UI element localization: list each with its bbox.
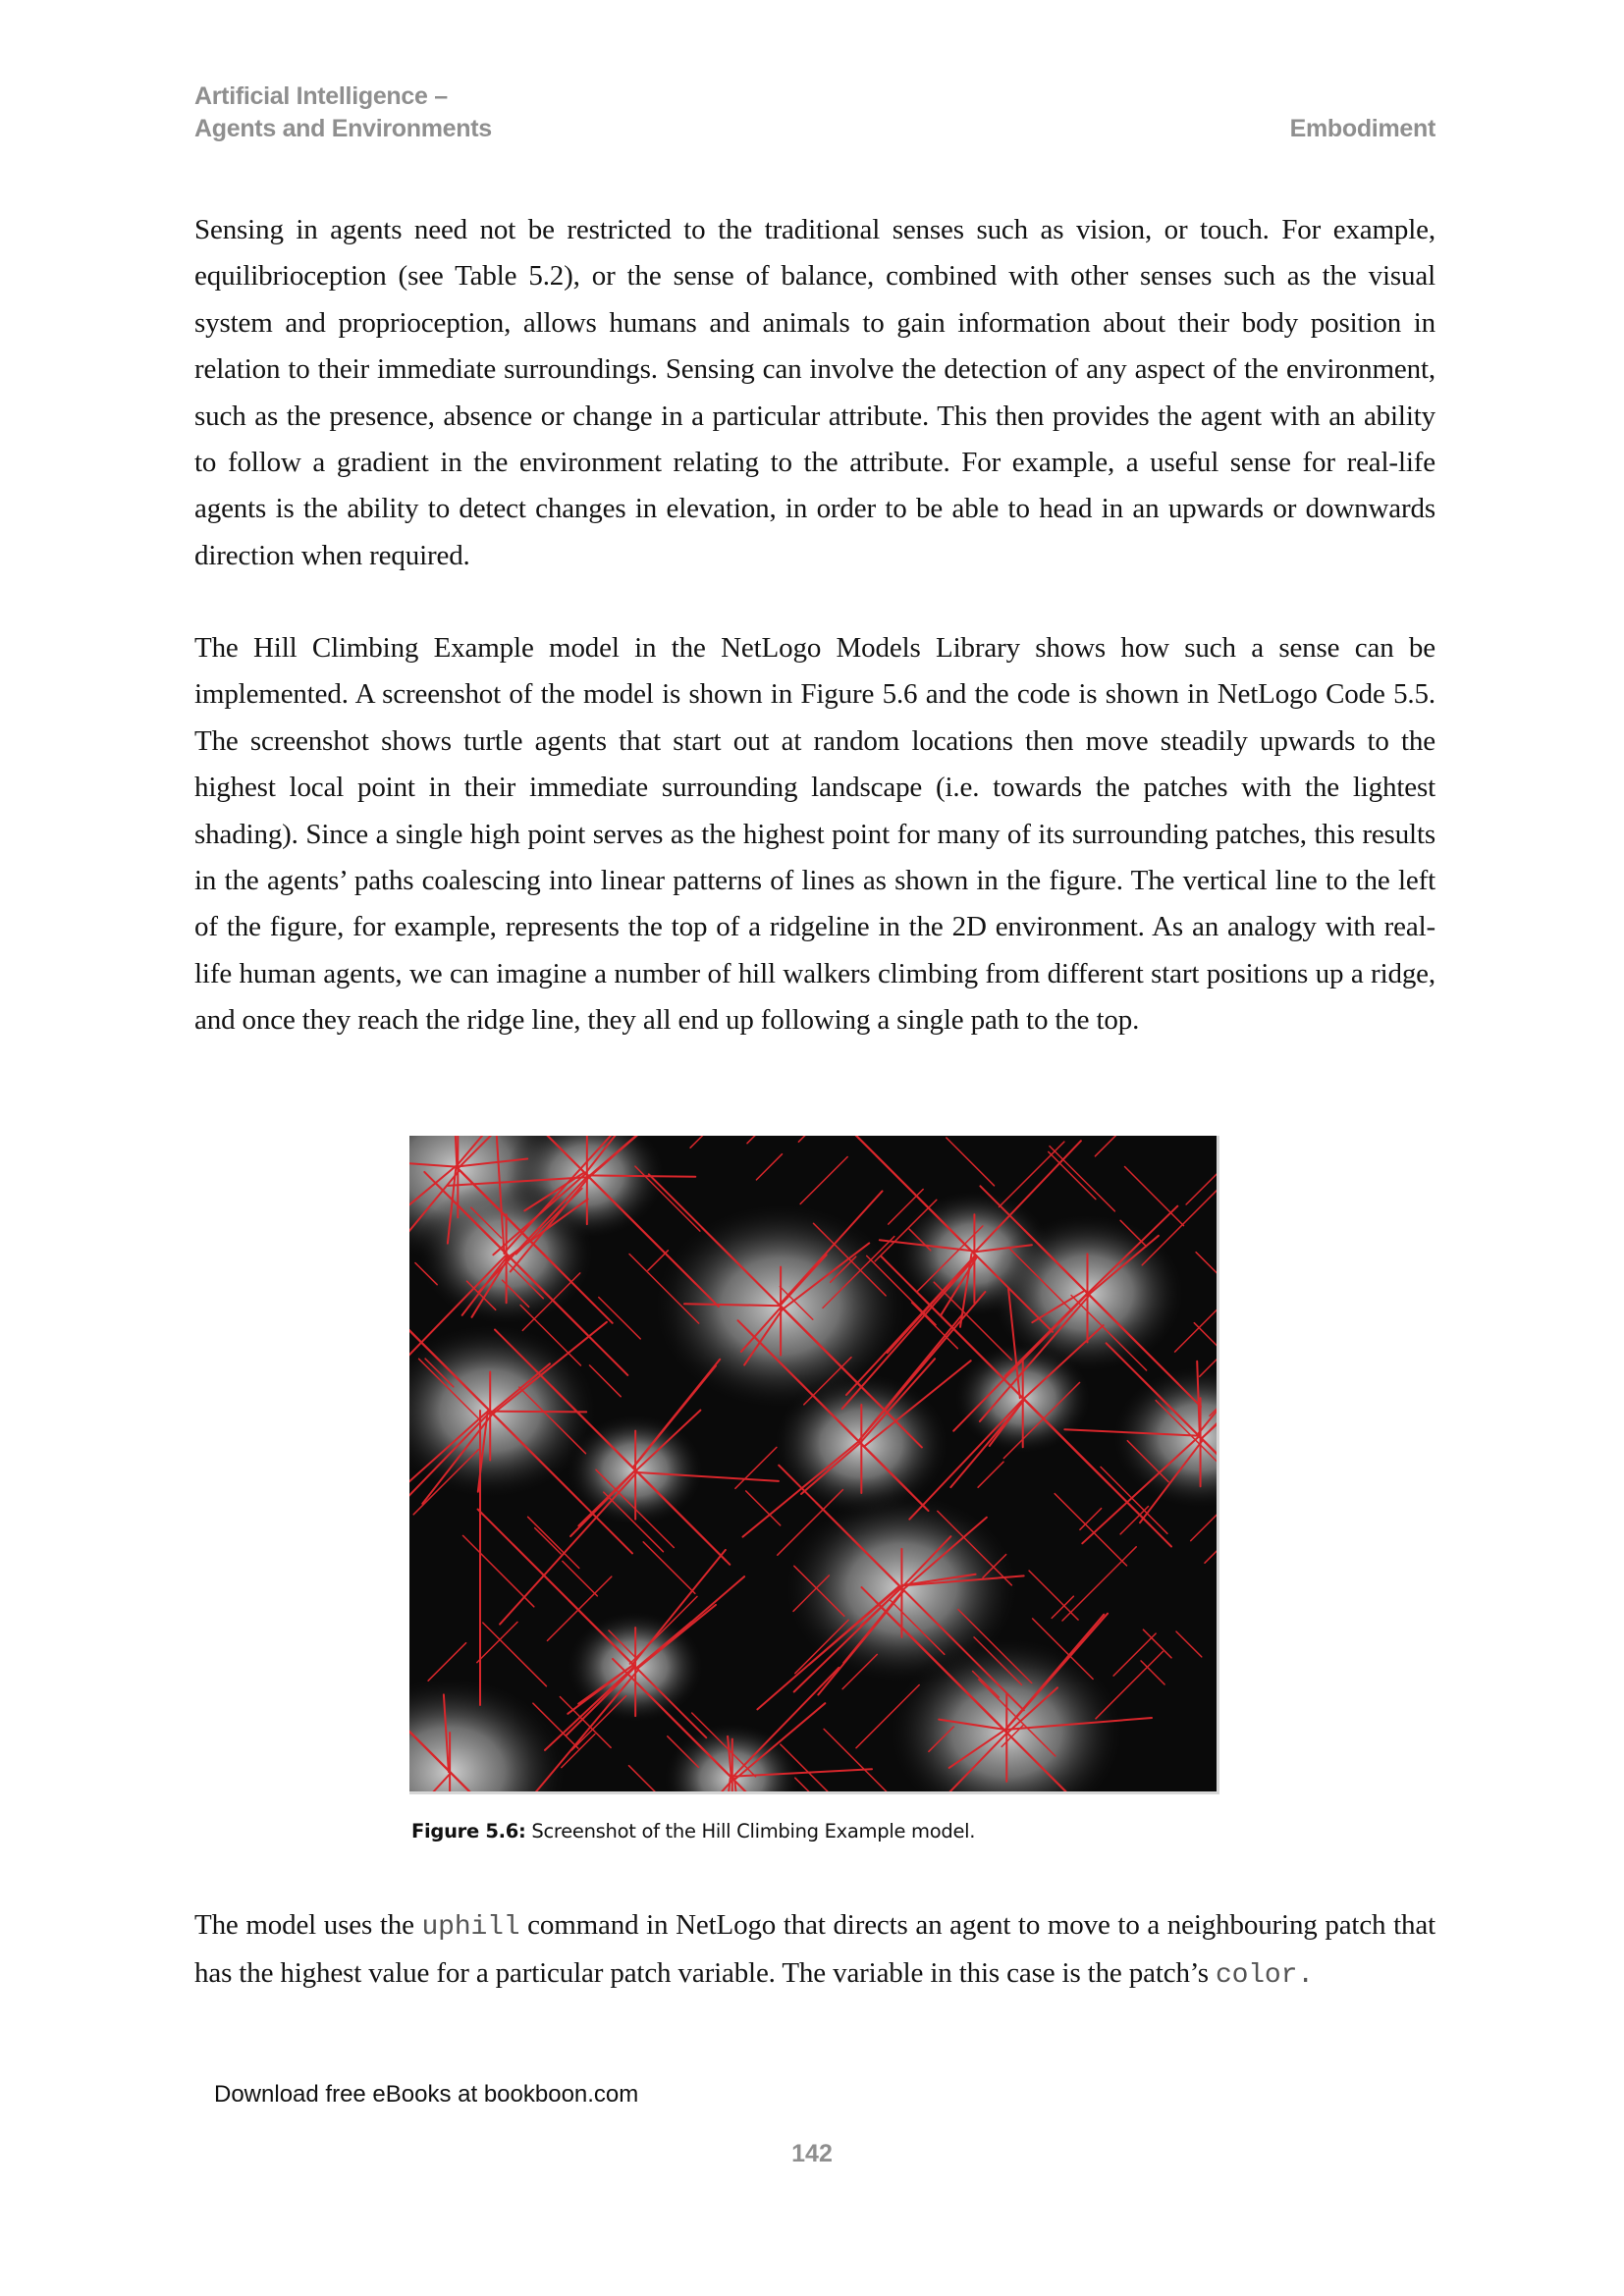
text-run: command in NetLogo that directs an agent to move to a neighbouring patch that has the highest value for a particular patch variable. The variable in this case is the patch’s	[194, 1909, 1435, 1990]
book-title-line2: Agents and Environments	[194, 115, 492, 142]
code-uphill: uphill	[421, 1912, 520, 1943]
chapter-title: Embodiment	[1289, 115, 1435, 142]
hill-climbing-landscape-image	[409, 1136, 1217, 1791]
paragraph-hill-climbing: The Hill Climbing Example model in the NetLogo Models Library shows how such a sense can be implemented. A screenshot of the model is shown in Figure 5.6 and the code is shown in NetLogo Code 5.5. The screenshot shows turtle agents that start out at random locations then move steadily upwards to the highest local point in their immediate surrounding landscape (i.e. towards the patches with the lightest shading). Since a single high point serves as the highest point for many of its surrounding patches, this results in the agents’ paths coalescing into linear patterns of lines as shown in the figure. The vertical line to the left of the figure, for example, represents the top of a ridgeline in the 2D environment. As an analogy with real-life human agents, we can imagine a number of hill walkers climbing from different start positions up a ridge, and once they reach the ridge line, they all end up following a single path to the top.	[194, 632, 1435, 1037]
figure-caption-text: Screenshot of the Hill Climbing Example model.	[525, 1820, 976, 1842]
download-link[interactable]: Download free eBooks at bookboon.com	[214, 2081, 639, 2108]
text-run: The model uses the	[194, 1909, 422, 1941]
figure-caption	[411, 1820, 975, 1842]
book-title-line1: Artificial Intelligence –	[194, 82, 448, 110]
code-color: color.	[1215, 1960, 1314, 1992]
figure-label: Figure 5.6:	[411, 1820, 526, 1842]
agent-path	[490, 1412, 586, 1413]
paragraph-sensing: Sensing in agents need not be restricted to the traditional senses such as vision, or touch. For example, equilibrioception (see Table 5.2), or the sense of balance, combined with other senses such as the visual system and proprioception, allows humans and animals to gain information about their body position in relation to their immediate surroundings. Sensing can involve the detection of any aspect of the environment, such as the presence, absence or change in a particular attribute. This then provides the agent with an ability to follow a gradient in the environment relating to the attribute. For example, a useful sense for real-life agents is the ability to detect changes in elevation, in order to be able to head in an upwards or downwards direction when required.	[194, 214, 1435, 571]
hill-climbing-figure	[409, 1136, 1219, 1794]
paragraph-uphill	[194, 1902, 1435, 2000]
book-title	[194, 80, 492, 145]
page-number: 142	[791, 2140, 833, 2167]
agent-path	[587, 1175, 696, 1176]
